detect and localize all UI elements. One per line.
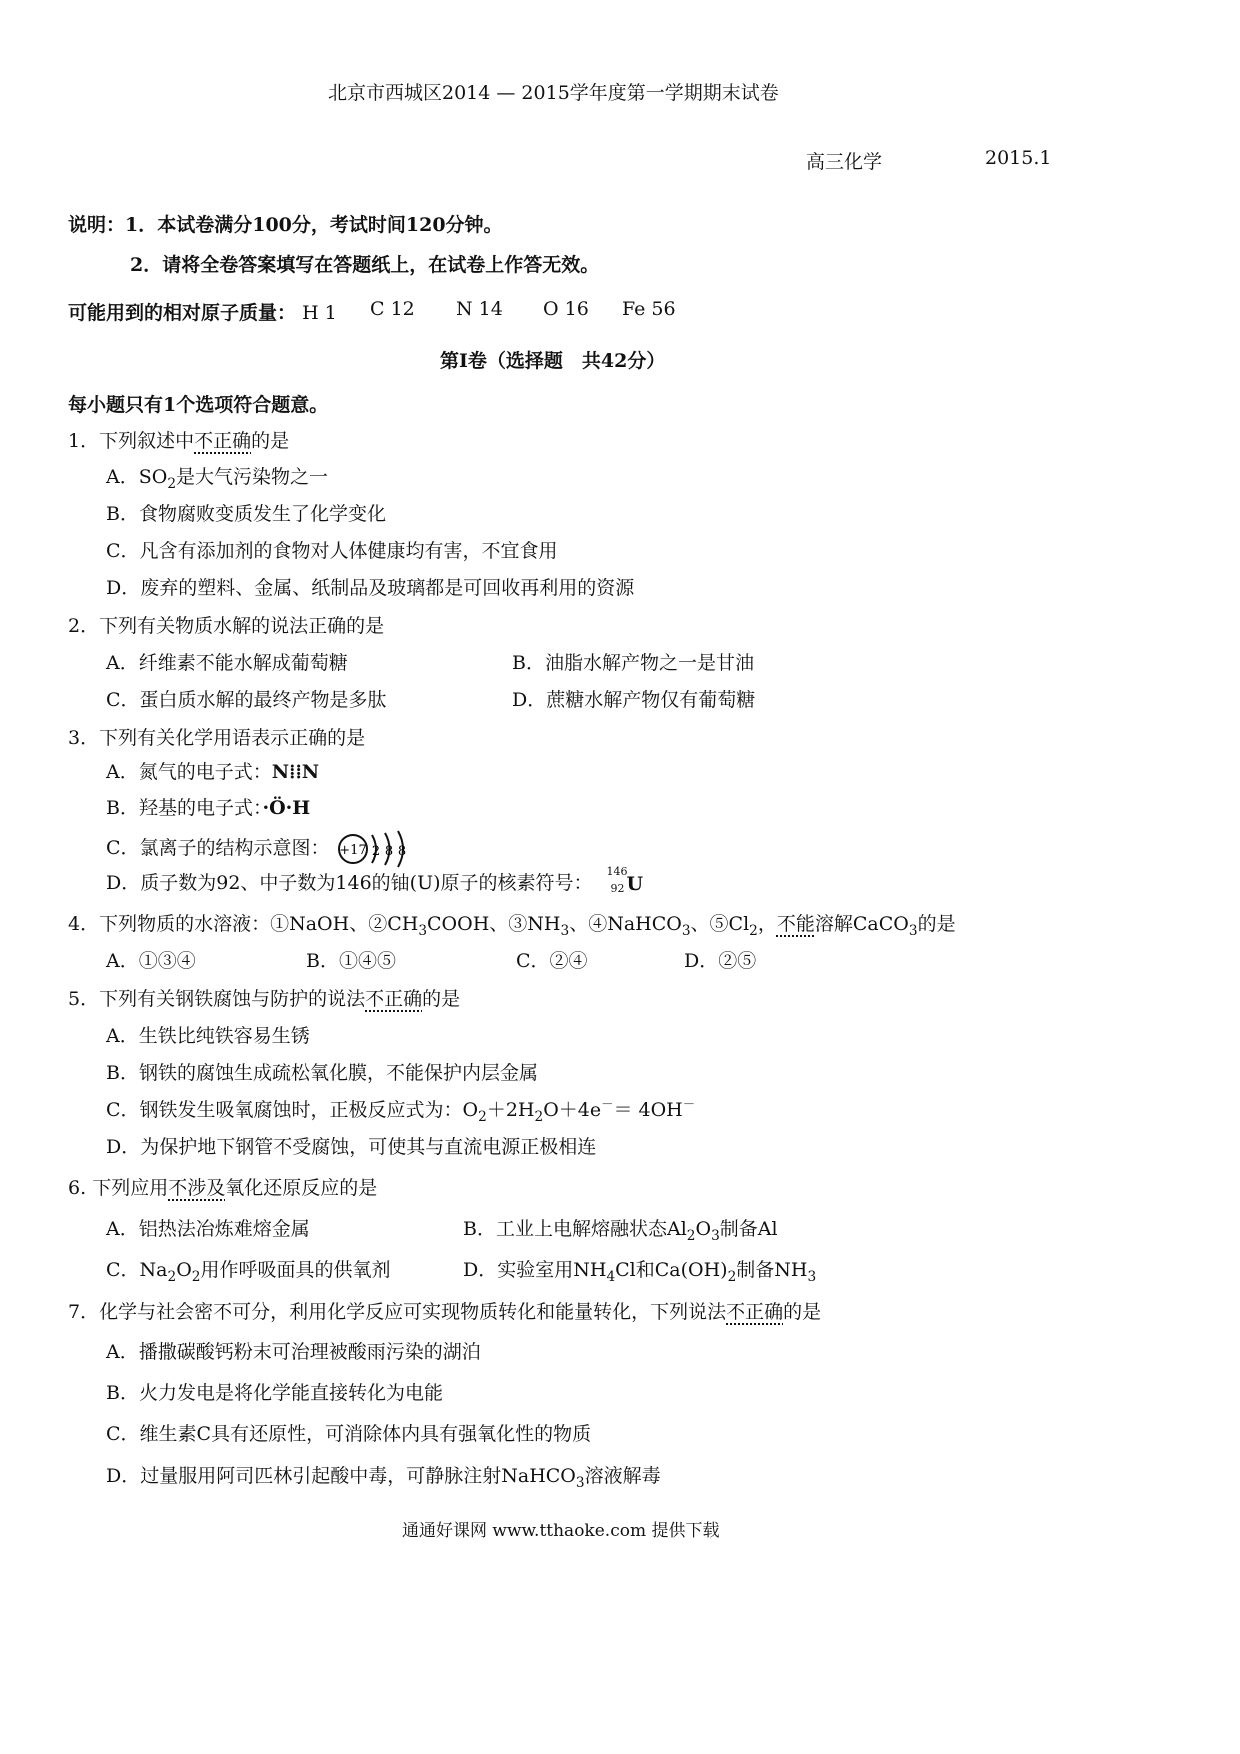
question-7-stem: 7．化学与社会密不可分，利用化学反应可实现物质转化和能量转化，下列说法不正确的是 xyxy=(68,1301,822,1323)
instructions-block xyxy=(68,210,503,237)
question-4-option-a: A．①③④ xyxy=(106,950,196,972)
question-1-stem: 1．下列叙述中不正确的是 xyxy=(68,430,290,452)
question-1-option-d: D．废弃的塑料、金属、纸制品及玻璃都是可回收再利用的资源 xyxy=(106,577,635,599)
question-3-stem: 3．下列有关化学用语表示正确的是 xyxy=(68,727,366,749)
question-2-stem: 2．下列有关物质水解的说法正确的是 xyxy=(68,615,385,637)
question-6-option-d: D．实验室用$NH_4Cl$和$Ca(OH)_2$制备$NH_3$ xyxy=(463,1259,817,1285)
question-2-option-d: D．蔗糖水解产物仅有葡萄糖 xyxy=(512,689,756,711)
atomic-mass-fe: Fe 56 xyxy=(622,298,676,320)
question-4-stem: 4．下列物质的水溶液：①NaOH、$②CH_3COOH$、$③NH_3$、④NaHCO$_3$、$⑤Cl_2$，不能溶解CaCO$_3$的是 xyxy=(68,913,956,939)
shell-2-count: 8 xyxy=(384,844,393,859)
question-2-option-c: C．蛋白质水解的最终产物是多肽 xyxy=(106,689,387,711)
emphasis-mark: 不正确 xyxy=(365,988,423,1010)
question-3-option-c: C．氯离子的结构示意图： +17 2 8 8 xyxy=(106,830,414,868)
question-6-option-a: A．铝热法冶炼难熔金属 xyxy=(106,1218,310,1240)
question-3-option-d: D．质子数为92、中子数为146的铀(U)原子的核素符号： 146 92 U xyxy=(106,868,653,895)
section-title: 第Ⅰ卷（选择题 共42分） xyxy=(440,350,666,372)
question-4-option-d: D．②⑤ xyxy=(684,950,757,972)
question-6-stem: 6. 下列应用不涉及氧化还原反应的是 xyxy=(68,1177,378,1199)
question-4-option-b: B．①④⑤ xyxy=(306,950,396,972)
question-5-option-a: A．生铁比纯铁容易生锈 xyxy=(106,1025,310,1047)
question-5-option-c: C．钢铁发生吸氧腐蚀时，正极反应式为：$O_2+2H_2O+4e^-= 4OH^-$ xyxy=(106,1097,696,1125)
uranium-nuclide-symbol: 146 92 U xyxy=(606,865,644,895)
question-6-option-c: C．$Na_2O_2$用作呼吸面具的供氧剂 xyxy=(106,1259,391,1285)
question-7-option-c: C．维生素C具有还原性，可消除体内具有强氧化性的物质 xyxy=(106,1423,592,1445)
atomic-mass-o: O 16 xyxy=(543,298,589,320)
atomic-masses-label: 可能用到的相对原子质量： xyxy=(68,302,297,324)
question-7-option-b: B．火力发电是将化学能直接转化为电能 xyxy=(106,1382,443,1404)
shell-1-count: 2 xyxy=(371,844,380,859)
atomic-mass-n: N 14 xyxy=(456,298,503,320)
atomic-mass-c: C 12 xyxy=(370,298,415,320)
nitrogen-electron-formula: N⁞⁞N xyxy=(271,761,320,783)
atomic-masses xyxy=(68,298,337,325)
instruction-line-1: 1．本试卷满分100分，考试时间120分钟。 xyxy=(125,214,503,236)
nucleus-charge: +17 xyxy=(338,843,367,858)
question-5-option-b: B．钢铁的腐蚀生成疏松氧化膜，不能保护内层金属 xyxy=(106,1062,538,1084)
emphasis-mark: 不涉及 xyxy=(168,1177,226,1199)
question-2-option-a: A．纤维素不能水解成葡萄糖 xyxy=(106,652,348,674)
emphasis-mark: 不正确 xyxy=(194,430,252,452)
date-label: 2015.1 xyxy=(985,147,1052,169)
question-7-option-a: A．播撒碳酸钙粉末可治理被酸雨污染的湖泊 xyxy=(106,1341,481,1363)
question-4-option-c: C．②④ xyxy=(516,950,588,972)
question-2-option-b: B．油脂水解产物之一是甘油 xyxy=(512,652,754,674)
chloride-ion-structure-diagram xyxy=(336,830,414,868)
emphasis-mark: 不能 xyxy=(776,913,815,935)
footer-download-note: 通通好课网 www.tthaoke.com 提供下载 xyxy=(402,1521,720,1541)
shell-3-count: 8 xyxy=(397,844,406,859)
subject-label: 高三化学 xyxy=(806,151,883,173)
question-7-option-d: D．过量服用阿司匹林引起酸中毒，可静脉注射NaHCO$_3$溶液解毒 xyxy=(106,1465,661,1491)
question-5-option-d: D．为保护地下钢管不受腐蚀，可使其与直流电源正极相连 xyxy=(106,1136,597,1158)
page-title: 北京市西城区2014 — 2015学年度第一学期期末试卷 xyxy=(328,82,779,104)
question-1-option-a: A．$SO_2$是大气污染物之一 xyxy=(106,466,329,492)
instruction-line-2: 2．请将全卷答案填写在答题纸上，在试卷上作答无效。 xyxy=(130,254,600,276)
emphasis-mark: 不正确 xyxy=(726,1301,784,1323)
question-3-option-a: A．氮气的电子式：N⁞⁞N xyxy=(106,761,320,783)
hydroxyl-electron-formula: ·Ö·H xyxy=(262,797,311,819)
question-3-option-b: B．羟基的电子式：·Ö·H xyxy=(106,797,311,819)
atomic-mass-h: H 1 xyxy=(302,302,337,324)
question-1-option-c: C．凡含有添加剂的食物对人体健康均有害，不宜食用 xyxy=(106,540,558,562)
question-1-option-b: B．食物腐败变质发生了化学变化 xyxy=(106,503,386,525)
instructions-label: 说明： xyxy=(68,214,126,236)
question-6-option-b: B．工业上电解熔融状态$Al_2O_3$制备Al xyxy=(463,1218,778,1244)
section-note: 每小题只有1个选项符合题意。 xyxy=(68,394,329,416)
question-5-stem: 5．下列有关钢铁腐蚀与防护的说法不正确的是 xyxy=(68,988,461,1010)
